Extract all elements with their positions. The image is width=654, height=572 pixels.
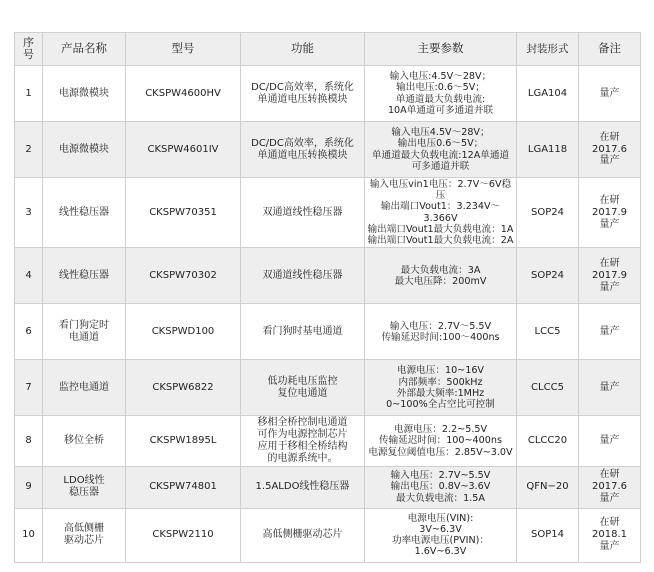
cell-params: 最大负载电流：3A 最大电压降：200mV (365, 248, 517, 304)
cell-no: 9 (15, 466, 43, 508)
cell-no: 8 (15, 416, 43, 466)
cell-model: CKSPW70351 (126, 178, 241, 248)
cell-function: 看门狗时基电通道 (241, 304, 365, 360)
cell-note: 量产 (579, 304, 641, 360)
cell-function: DC/DC高效率，系统化 单通道电压转换模块 (241, 66, 365, 122)
header-row (15, 33, 641, 66)
cell-note: 量产 (579, 360, 641, 416)
table-body (15, 66, 641, 563)
cell-product-name: 电源微模块 (43, 66, 126, 122)
table-row (15, 178, 641, 248)
cell-function: 移相全桥控制电通道 可作为电源控制芯片 应用于移相全桥结构 的电源系统中。 (241, 416, 365, 466)
table-row (15, 304, 641, 360)
cell-model: CKSPW4601IV (126, 122, 241, 178)
cell-model: CKSPW70302 (126, 248, 241, 304)
cell-model: CKSPWD100 (126, 304, 241, 360)
cell-params: 电源电压：2.2~5.5V 传输延迟时间：100~400ns 电源复位阈值电压：2.85V~3.0V (365, 416, 517, 466)
cell-product-name: 看门狗定时 电通道 (43, 304, 126, 360)
cell-model: CKSPW2110 (126, 508, 241, 562)
cell-product-name: 线性稳压器 (43, 178, 126, 248)
cell-no: 1 (15, 66, 43, 122)
header-no: 序号 (15, 33, 43, 66)
cell-note: 在研 2017.9 量产 (579, 178, 641, 248)
cell-product-name: 监控电通道 (43, 360, 126, 416)
cell-function: 低功耗电压监控 复位电通道 (241, 360, 365, 416)
table-row (15, 416, 641, 466)
cell-function: 双通道线性稳压器 (241, 248, 365, 304)
cell-note: 在研 2017.9 量产 (579, 248, 641, 304)
cell-package: QFN−20 (517, 466, 579, 508)
table-row (15, 360, 641, 416)
cell-model: CKSPW1895L (126, 416, 241, 466)
cell-params: 输入电压4.5V～28V； 输出电压0.6～5V； 单通道最大负载电流:12A单通道 可多通道并联 (365, 122, 517, 178)
cell-no: 7 (15, 360, 43, 416)
cell-product-name: 线性稳压器 (43, 248, 126, 304)
cell-function: 高低侧栅驱动芯片 (241, 508, 365, 562)
cell-product-name: 高低侧栅 驱动芯片 (43, 508, 126, 562)
header-model: 型号 (126, 33, 241, 66)
header-params: 主要参数 (365, 33, 517, 66)
cell-package: LGA118 (517, 122, 579, 178)
cell-model: CKSPW4600HV (126, 66, 241, 122)
cell-product-name: 移位全桥 (43, 416, 126, 466)
cell-note: 量产 (579, 416, 641, 466)
table-row (15, 508, 641, 562)
cell-no: 2 (15, 122, 43, 178)
cell-params: 电源电压：10~16V 内部频率：500kHz 外部最大频率:1MHz 0~100%全占空比可控制 (365, 360, 517, 416)
table-row (15, 122, 641, 178)
table-row (15, 466, 641, 508)
cell-no: 3 (15, 178, 43, 248)
cell-package: CLCC5 (517, 360, 579, 416)
cell-note: 在研 2018.1 量产 (579, 508, 641, 562)
cell-no: 6 (15, 304, 43, 360)
cell-note: 在研 2017.6 量产 (579, 122, 641, 178)
table-row (15, 248, 641, 304)
cell-note: 在研 2017.6 量产 (579, 466, 641, 508)
cell-model: CKSPW6822 (126, 360, 241, 416)
header-note: 备注 (579, 33, 641, 66)
cell-no: 10 (15, 508, 43, 562)
cell-model: CKSPW74801 (126, 466, 241, 508)
cell-params: 输入电压:4.5V～28V； 输出电压:0.6～5V； 单通道最大负载电流: 10A单通道可多通道并联 (365, 66, 517, 122)
cell-note: 量产 (579, 66, 641, 122)
cell-package: SOP14 (517, 508, 579, 562)
table-header (15, 33, 641, 66)
cell-product-name: 电源微模块 (43, 122, 126, 178)
cell-function: 1.5ALDO线性稳压器 (241, 466, 365, 508)
cell-package: LGA104 (517, 66, 579, 122)
cell-params: 输入电压：2.7V～5.5V 传输延迟时间:100～400ns (365, 304, 517, 360)
product-spec-table (14, 32, 641, 563)
cell-package: CLCC20 (517, 416, 579, 466)
table-row (15, 66, 641, 122)
cell-function: DC/DC高效率，系统化 单通道电压转换模块 (241, 122, 365, 178)
cell-package: LCC5 (517, 304, 579, 360)
header-function: 功能 (241, 33, 365, 66)
cell-no: 4 (15, 248, 43, 304)
cell-params: 输入电压：2.7V~5.5V 输出电压：0.8V~3.6V 最大负载电流：1.5A (365, 466, 517, 508)
header-product-name: 产品名称 (43, 33, 126, 66)
header-package: 封装形式 (517, 33, 579, 66)
cell-package: SOP24 (517, 178, 579, 248)
cell-package: SOP24 (517, 248, 579, 304)
cell-params: 输入电压vin1电压：2.7V～6V稳压 输出端口Vout1：3.234V～3.366V 输出端口Vout1最大负载电流：1A 输出端口Vout1最大负载电流：2A (365, 178, 517, 248)
cell-params: 电源电压(VIN): 3V~6.3V 功率电源电压(PVIN)： 1.6V~6.3V (365, 508, 517, 562)
cell-product-name: LDO线性 稳压器 (43, 466, 126, 508)
cell-function: 双通道线性稳压器 (241, 178, 365, 248)
